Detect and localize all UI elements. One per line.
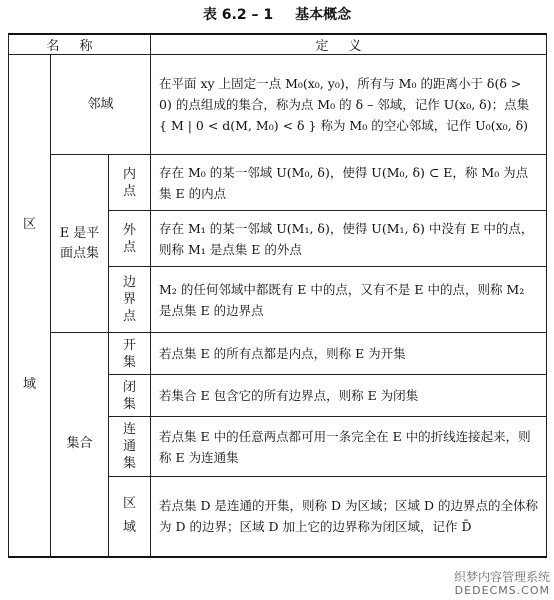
- connected-set-name: 连通集: [123, 422, 137, 471]
- boundary-point-name: 边界点: [123, 275, 137, 324]
- region-label: 区域: [22, 217, 36, 393]
- closed-set-name: 闭集: [123, 379, 137, 412]
- table-title: 基本概念: [295, 7, 352, 23]
- open-set-name-cell: [109, 333, 151, 375]
- watermark-line1: 织梦内容管理系统: [453, 570, 550, 584]
- neighborhood-name: 邻域: [51, 55, 151, 155]
- interior-point-definition: 存在 M₀ 的某一邻域 U(M₀, δ)，使得 U(M₀, δ) ⊂ E，称 M₀ 为点集 E 的内点: [151, 155, 547, 211]
- open-set-name: 开集: [123, 337, 137, 370]
- point-set-group-cell: [51, 155, 109, 333]
- interior-point-name-cell: [109, 155, 151, 211]
- table-row: [9, 333, 547, 375]
- exterior-point-name-cell: [109, 211, 151, 267]
- connected-set-name-cell: [109, 417, 151, 477]
- table-row: [9, 155, 547, 211]
- table-row: [9, 55, 547, 155]
- point-set-group-label: E 是平面点集: [59, 225, 100, 261]
- closed-set-name-cell: [109, 375, 151, 417]
- exterior-point-name: 外点: [123, 222, 137, 255]
- connected-set-definition: 若点集 E 中的任意两点都可用一条完全在 E 中的折线连接起来，则称 E 为连通集: [151, 417, 547, 477]
- neighborhood-definition: 在平面 xy 上固定一点 M₀(x₀, y₀)，所有与 M₀ 的距离小于 δ(δ > 0) 的点组成的集合，称为点 M₀ 的 δ – 邻域，记作 U(x₀, δ)；点集 { M | 0 < d(M, M₀) < δ } 称为 M₀ 的空心邻域，记作 U₀(x₀, δ): [151, 55, 547, 155]
- watermark: [454, 570, 550, 598]
- sets-group-name: 集合: [51, 333, 109, 557]
- interior-point-name: 内点: [123, 166, 137, 199]
- table-number: 表 6.2 – 1: [202, 7, 274, 23]
- region-name: 区域: [123, 496, 137, 536]
- header-row: [9, 34, 547, 55]
- region-definition: 若点集 D 是连通的开集，则称 D 为区域；区域 D 的边界点的全体称为 D 的边界；区域 D 加上它的边界称为闭区域，记作 D̄: [151, 477, 547, 557]
- region-label-cell: [9, 55, 51, 557]
- watermark-line2: DEDECMS.COM: [454, 584, 550, 597]
- concept-table: [8, 33, 547, 558]
- region-name-cell: [109, 477, 151, 557]
- closed-set-definition: 若集合 E 包含它的所有边界点，则称 E 为闭集: [151, 375, 547, 417]
- exterior-point-definition: 存在 M₁ 的某一邻域 U(M₁, δ)，使得 U(M₁, δ) 中没有 E 中的点，则称 M₁ 是点集 E 的外点: [151, 211, 547, 267]
- boundary-point-name-cell: [109, 267, 151, 333]
- header-name: 名称: [9, 34, 151, 55]
- header-definition: 定义: [151, 34, 547, 55]
- table-caption: [0, 4, 554, 24]
- open-set-definition: 若点集 E 的所有点都是内点，则称 E 为开集: [151, 333, 547, 375]
- boundary-point-definition: M₂ 的任何邻域中都既有 E 中的点，又有不是 E 中的点，则称 M₂ 是点集 E 的边界点: [151, 267, 547, 333]
